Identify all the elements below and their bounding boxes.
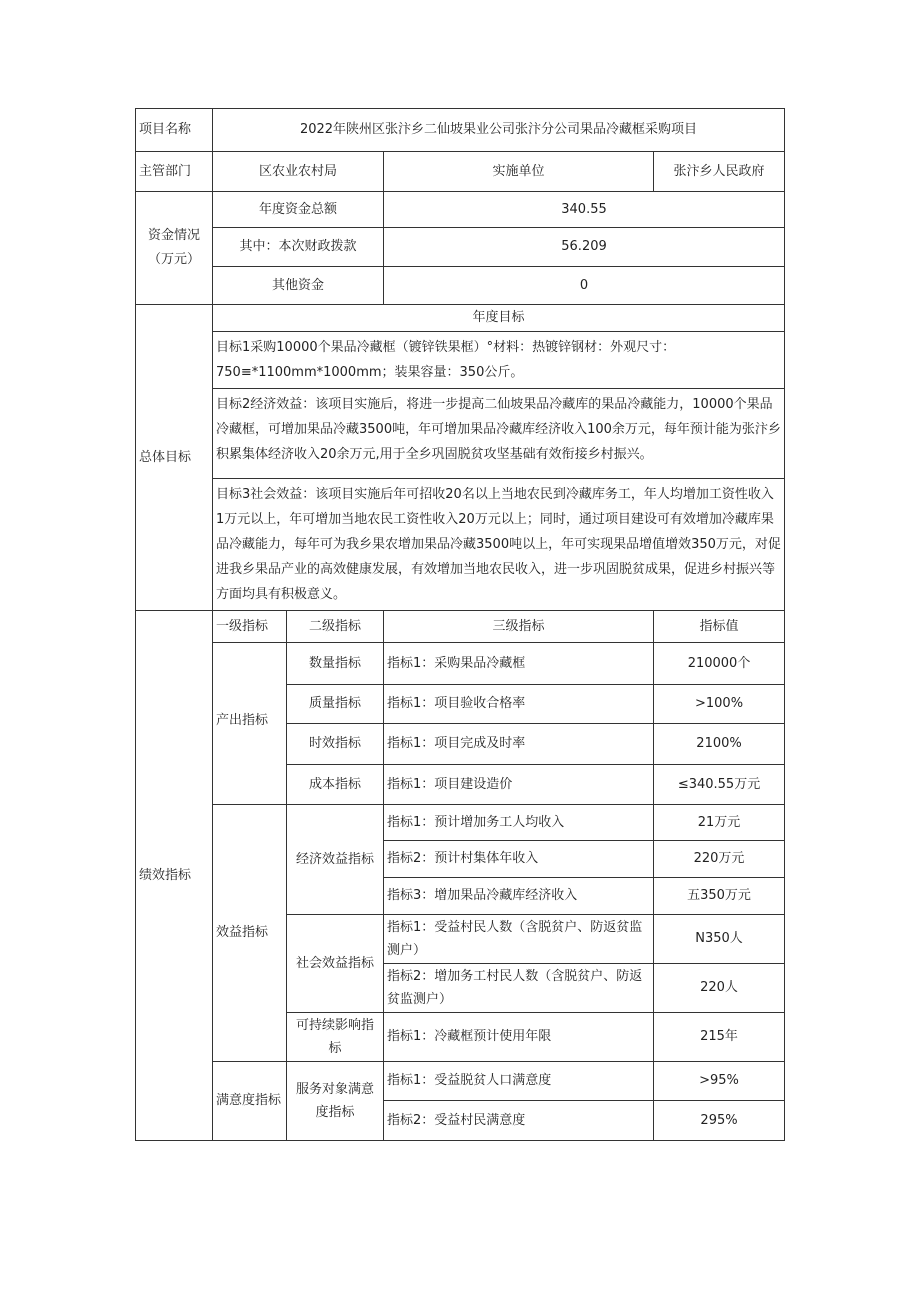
funds-fiscal-label: 其中：本次财政拨款 [213, 228, 384, 267]
benefit-label: 效益指标 [213, 805, 287, 1062]
economic-label: 经济效益指标 [287, 805, 384, 915]
goal-3: 目标3社会效益：该项目实施后年可招收20名以上当地农民到冷藏库务工，年人均增加工资性收入1万元以上，年可增加当地农民工资性收入20万元以上；同时，通过项目建设可有效增加冷藏库果品冷藏能力，每年可为我乡果农增加果品冷藏3500吨以上，年可实现果品增值增效350万元，对促进我乡果品产业的高效健康发展，有效增加当地农民收入，进一步巩固脱贫成果，促进乡村振兴等方面均具有积极意义。 [213, 479, 785, 611]
satisfaction-l2: 服务对象满意度指标 [287, 1062, 384, 1141]
economic-value-2: 220万元 [654, 841, 785, 878]
project-name-value: 2022年陕州区张汴乡二仙坡果业公司张汴分公司果品冷藏框采购项目 [213, 109, 785, 152]
economic-l3-2: 指标2：预计村集体年收入 [384, 841, 654, 878]
output-l2-quality: 质量指标 [287, 685, 384, 724]
goals-label: 总体目标 [136, 305, 213, 611]
output-l3-quantity: 指标1：采购果品冷藏框 [384, 643, 654, 685]
output-value-quantity: 210000个 [654, 643, 785, 685]
economic-l3-3: 指标3：增加果品冷藏库经济收入 [384, 878, 654, 915]
goals-header: 年度目标 [213, 305, 785, 332]
social-value-2: 220人 [654, 964, 785, 1013]
output-l3-cost: 指标1：项目建设造价 [384, 765, 654, 805]
output-value-cost: ≤340.55万元 [654, 765, 785, 805]
goal-2: 目标2经济效益：该项目实施后，将进一步提高二仙坡果品冷藏库的果品冷藏能力，10000个果品冷藏框，可增加果品冷藏3500吨，年可增加果品冷藏库经济收入100余万元，每年预计能为张汴乡积累集体经济收入20余万元,用于全乡巩固脱贫攻坚基础有效衔接乡村振兴。 [213, 389, 785, 479]
social-l3-2: 指标2：增加务工村民人数（含脱贫户、防返贫监测户） [384, 964, 654, 1013]
funds-fiscal-value: 56.209 [384, 228, 785, 267]
output-label: 产出指标 [213, 643, 287, 805]
output-l2-quantity: 数量指标 [287, 643, 384, 685]
economic-l3-1: 指标1：预计增加务工人均收入 [384, 805, 654, 841]
funds-total-label: 年度资金总额 [213, 192, 384, 228]
sustain-label: 可持续影响指标 [287, 1013, 384, 1062]
satisfaction-label: 满意度指标 [213, 1062, 287, 1141]
output-l3-quality: 指标1：项目验收合格率 [384, 685, 654, 724]
social-l3-1: 指标1：受益村民人数（含脱贫户、防返贫监测户） [384, 915, 654, 964]
goal-1: 目标1采购10000个果品冷藏框（镀锌铁果框）°材料：热镀锌钢材：外观尺寸：750≡*1100mm*1000mm；装果容量：350公斤。 [213, 332, 785, 389]
sustain-value: 215年 [654, 1013, 785, 1062]
dept-label: 主管部门 [136, 152, 213, 192]
output-l2-timeliness: 时效指标 [287, 724, 384, 765]
perf-header-level2: 二级指标 [287, 611, 384, 643]
satisfaction-value-1: >95% [654, 1062, 785, 1101]
output-l2-cost: 成本指标 [287, 765, 384, 805]
funds-label: 资金情况（万元） [136, 192, 213, 305]
sustain-l3: 指标1：冷藏框预计使用年限 [384, 1013, 654, 1062]
satisfaction-value-2: 295% [654, 1101, 785, 1141]
perf-header-level1: 一级指标 [213, 611, 287, 643]
perf-label: 绩效指标 [136, 611, 213, 1141]
output-value-timeliness: 2100% [654, 724, 785, 765]
economic-value-3: 五350万元 [654, 878, 785, 915]
output-l3-timeliness: 指标1：项目完成及时率 [384, 724, 654, 765]
impl-value: 张汴乡人民政府 [654, 152, 785, 192]
project-name-label: 项目名称 [136, 109, 213, 152]
perf-header-level3: 三级指标 [384, 611, 654, 643]
satisfaction-l3-2: 指标2：受益村民满意度 [384, 1101, 654, 1141]
project-table [135, 108, 785, 1141]
social-label: 社会效益指标 [287, 915, 384, 1013]
perf-header-value: 指标值 [654, 611, 785, 643]
funds-other-label: 其他资金 [213, 267, 384, 305]
funds-other-value: 0 [384, 267, 785, 305]
dept-value: 区农业农村局 [213, 152, 384, 192]
output-value-quality: >100% [654, 685, 785, 724]
social-value-1: N350人 [654, 915, 785, 964]
economic-value-1: 21万元 [654, 805, 785, 841]
impl-label: 实施单位 [384, 152, 654, 192]
satisfaction-l3-1: 指标1：受益脱贫人口满意度 [384, 1062, 654, 1101]
funds-total-value: 340.55 [384, 192, 785, 228]
